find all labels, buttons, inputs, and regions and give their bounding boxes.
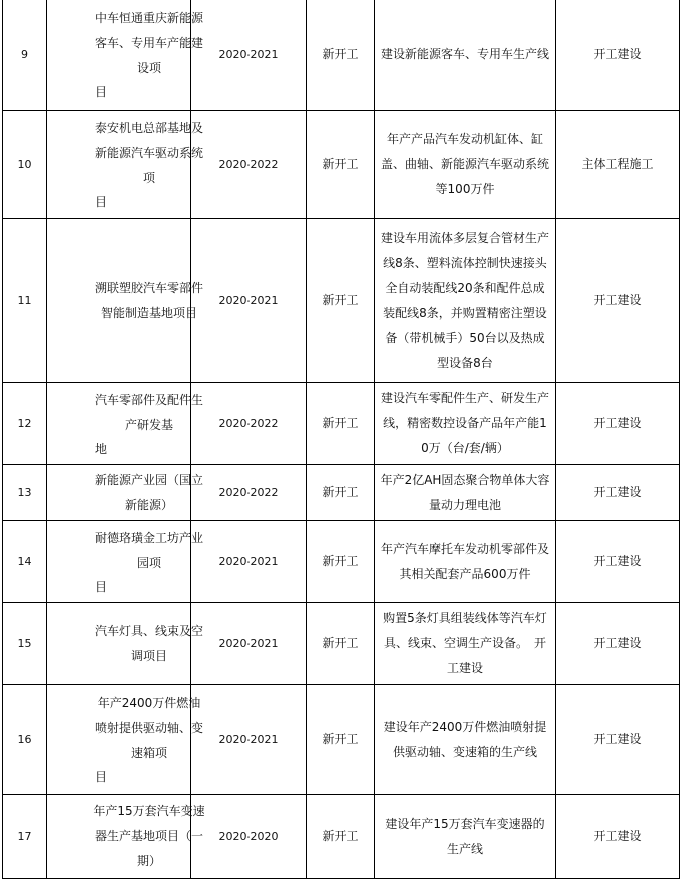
- project-period: 2020-2022: [191, 111, 307, 219]
- project-status: 开工建设: [556, 685, 680, 795]
- project-name: 年产15万套汽车变速器生产基地项目（一期）: [93, 804, 205, 868]
- project-period: 2020-2020: [191, 795, 307, 879]
- project-period: 2020-2021: [191, 0, 307, 111]
- project-name-tail: 目: [95, 579, 108, 594]
- project-content: 建设新能源客车、专用车生产线: [380, 47, 549, 61]
- project-content: 建设年产2400万件燃油喷射提供驱动轴、变速箱的生产线: [383, 719, 547, 759]
- project-type: 新开工: [307, 795, 375, 879]
- project-period: 2020-2022: [191, 383, 307, 465]
- row-number: 11: [3, 219, 47, 383]
- project-content: 建设汽车零配件生产、研发生产线，精密数控设备产品年产能10万（台/套/辆）: [380, 391, 549, 455]
- project-content: 年产2亿AH固态聚合物单体大容量动力理电池: [380, 472, 550, 512]
- project-status: 开工建设: [556, 465, 680, 521]
- project-type: 新开工: [307, 603, 375, 685]
- project-status: 开工建设: [556, 521, 680, 603]
- project-content: 建设车用流体多层复合管材生产线8条、塑料流体控制快速接头全自动装配线20条和配件总成装配线8条，并购置精密注塑设备（带机械手）50台以及热成型设备8台: [380, 230, 549, 370]
- project-period: 2020-2021: [191, 521, 307, 603]
- row-number: 15: [3, 603, 47, 685]
- table-row: [3, 685, 680, 795]
- project-status: 主体工程施工: [556, 111, 680, 219]
- row-number: 13: [3, 465, 47, 521]
- project-type: 新开工: [307, 0, 375, 111]
- project-status: 开工建设: [556, 219, 680, 383]
- table-row: [3, 0, 680, 111]
- project-content: 购置5条灯具组装线体等汽车灯具、线束、空调生产设备。 开工建设: [383, 611, 547, 675]
- table-row: [3, 795, 680, 879]
- project-name: 溯联塑胶汽车零部件智能制造基地项目: [94, 280, 203, 320]
- project-type: 新开工: [307, 521, 375, 603]
- project-type: 新开工: [307, 219, 375, 383]
- row-number: 14: [3, 521, 47, 603]
- project-type: 新开工: [307, 111, 375, 219]
- row-number: 12: [3, 383, 47, 465]
- project-name: 泰安机电总部基地及新能源汽车驱动系统项: [94, 121, 203, 185]
- project-name: 新能源产业园（国立新能源）: [94, 472, 203, 512]
- project-name: 中车恒通重庆新能源客车、专用车产能建设项: [94, 11, 203, 75]
- project-type: 新开工: [307, 685, 375, 795]
- project-type: 新开工: [307, 465, 375, 521]
- table-row: [3, 111, 680, 219]
- row-number: 16: [3, 685, 47, 795]
- table-row: [3, 219, 680, 383]
- project-name-tail: 目: [95, 85, 108, 99]
- project-status: 开工建设: [556, 795, 680, 879]
- project-name-tail: 地: [95, 441, 108, 456]
- project-content: 年产汽车摩托车发动机零部件及其相关配套产品600万件: [380, 541, 549, 581]
- project-name: 年产2400万件燃油喷射提供驱动轴、变速箱项: [94, 696, 203, 760]
- project-name: 汽车灯具、线束及空调项目: [94, 623, 203, 663]
- project-content: 年产产品汽车发动机缸体、缸盖、曲轴、新能源汽车驱动系统等100万件: [380, 132, 549, 196]
- project-name-tail: 目: [95, 195, 108, 209]
- project-table: [2, 0, 680, 879]
- project-name: 耐德珞璜金工坊产业园项: [94, 530, 203, 570]
- project-status: 开工建设: [556, 0, 680, 111]
- row-number: 9: [3, 0, 47, 111]
- project-status: 开工建设: [556, 603, 680, 685]
- project-period: 2020-2021: [191, 219, 307, 383]
- table-row: [3, 521, 680, 603]
- table-row: [3, 383, 680, 465]
- project-type: 新开工: [307, 383, 375, 465]
- project-content: 建设年产15万套汽车变速器的生产线: [385, 816, 545, 856]
- project-period: 2020-2021: [191, 603, 307, 685]
- project-name: 汽车零部件及配件生产研发基: [94, 392, 203, 432]
- table-row: [3, 465, 680, 521]
- row-number: 17: [3, 795, 47, 879]
- row-number: 10: [3, 111, 47, 219]
- project-status: 开工建设: [556, 383, 680, 465]
- project-name-tail: 目: [95, 770, 108, 784]
- project-period: 2020-2022: [191, 465, 307, 521]
- table-row: [3, 603, 680, 685]
- project-period: 2020-2021: [191, 685, 307, 795]
